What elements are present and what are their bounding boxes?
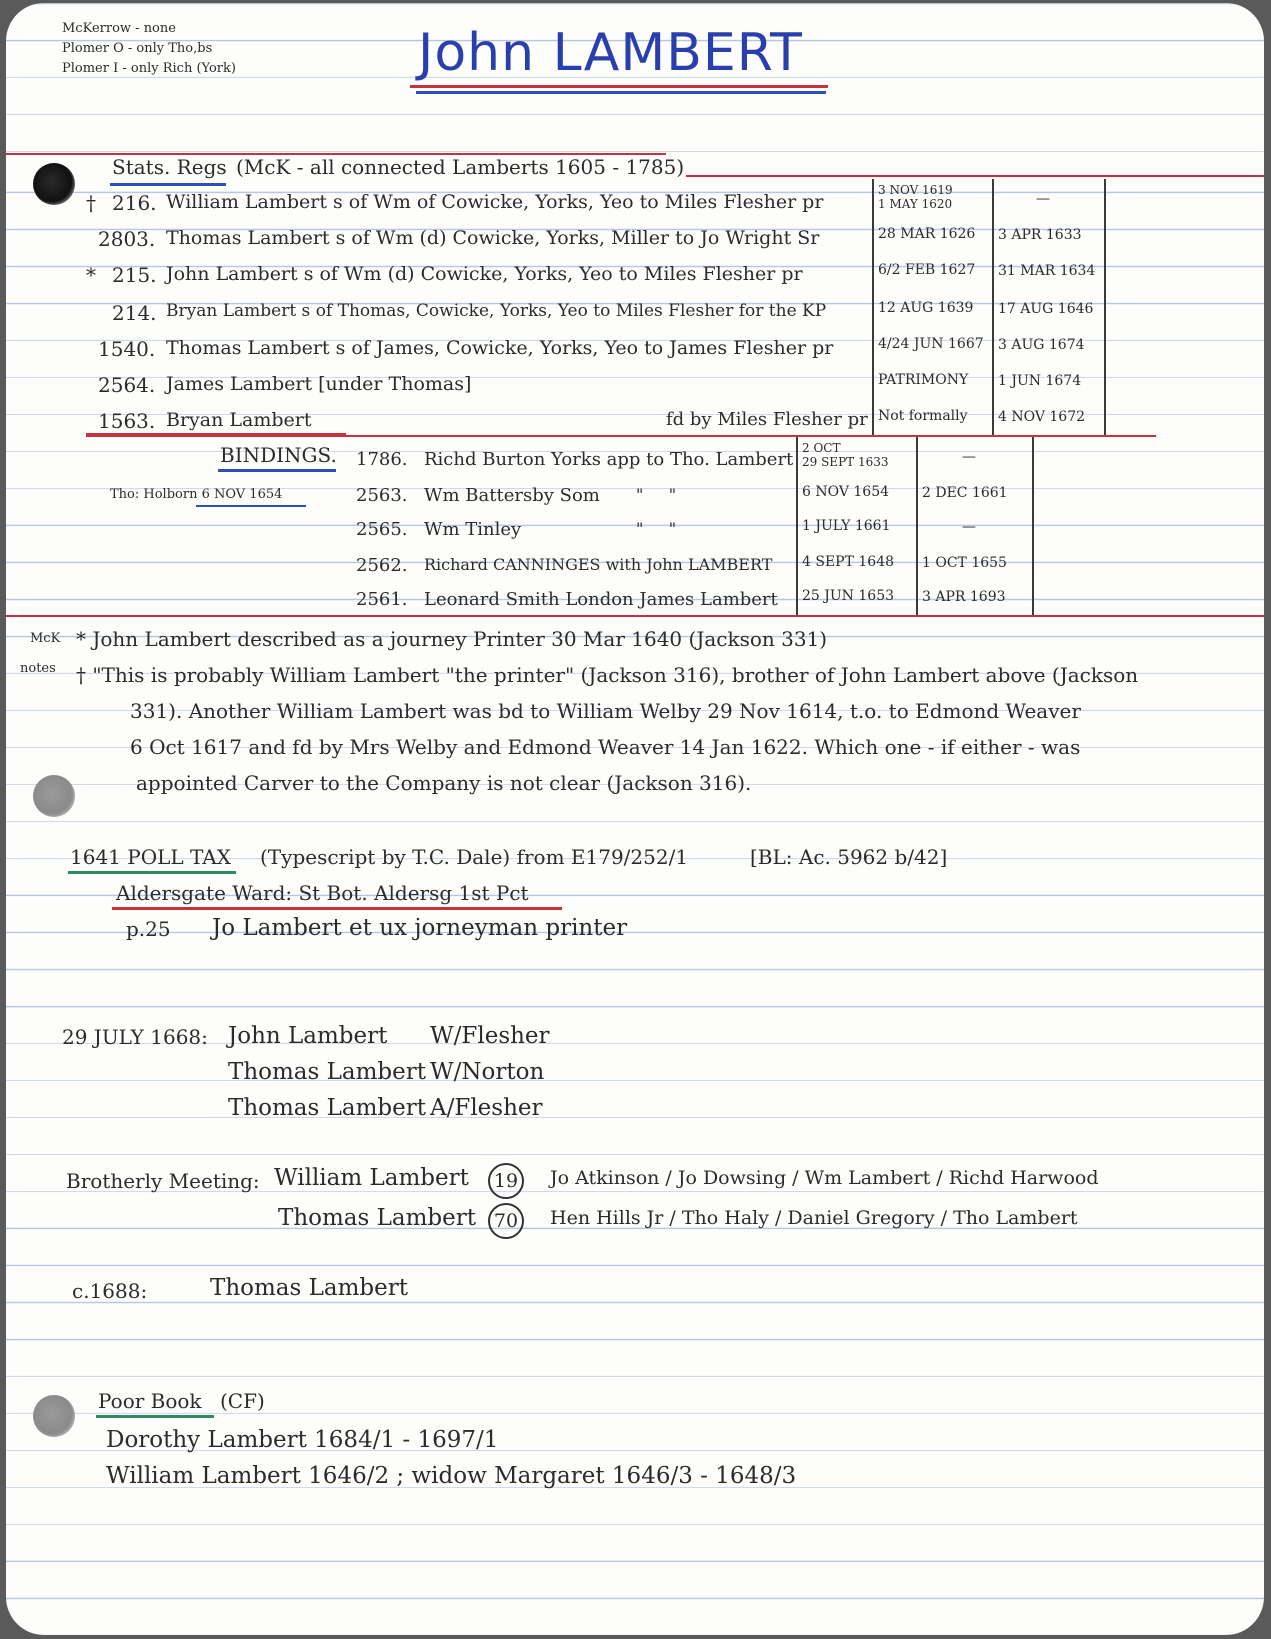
poor-book-underline bbox=[96, 1415, 214, 1418]
section-rule bbox=[686, 175, 1264, 177]
bindings-heading: BINDINGS. bbox=[220, 443, 337, 467]
binding-ditto: " " bbox=[636, 485, 677, 504]
binding-date-end: 1 OCT 1655 bbox=[922, 555, 1007, 571]
july-name: Thomas Lambert bbox=[228, 1095, 427, 1121]
notebook-page bbox=[6, 3, 1264, 1635]
poll-tax-heading: 1641 POLL TAX bbox=[70, 845, 231, 869]
binding-ditto: " " bbox=[636, 519, 677, 538]
notes-label: notes bbox=[20, 661, 56, 676]
binding-date-start: 25 JUN 1653 bbox=[802, 588, 895, 604]
section-rule bbox=[6, 615, 1264, 617]
reg-extra: fd by Miles Flesher pr bbox=[666, 409, 868, 430]
stats-regs-underline bbox=[110, 183, 226, 186]
note-line: 331). Another William Lambert was bd to William Welby 29 Nov 1614, t.o. to Edmond Weaver bbox=[130, 699, 1081, 723]
reg-date-end: 17 AUG 1646 bbox=[998, 301, 1094, 317]
poor-book-row: Dorothy Lambert 1684/1 - 1697/1 bbox=[106, 1427, 499, 1453]
corner-note: McKerrow - none bbox=[62, 21, 176, 36]
reg-text: William Lambert s of Wm of Cowicke, Yorks, Yeo to Miles Flesher pr bbox=[166, 191, 824, 213]
punch-hole-bottom bbox=[33, 1395, 75, 1437]
ward-underline bbox=[112, 907, 562, 910]
poor-book-row: William Lambert 1646/2 ; widow Margaret 1646/3 - 1648/3 bbox=[106, 1463, 797, 1489]
table-divider bbox=[1032, 437, 1034, 615]
binding-date-start: 4 SEPT 1648 bbox=[802, 554, 895, 570]
binding-text: Wm Tinley bbox=[424, 519, 522, 540]
reg-text: Thomas Lambert s of Wm (d) Cowicke, Yorks, Miller to Jo Wright Sr bbox=[166, 227, 820, 249]
reg-date-end: 1 JUN 1674 bbox=[998, 373, 1082, 389]
binding-date-end: — bbox=[962, 449, 976, 465]
binding-text: Leonard Smith London James Lambert bbox=[424, 589, 778, 610]
brotherly-names: Hen Hills Jr / Tho Haly / Daniel Gregory / Tho Lambert bbox=[550, 1207, 1078, 1229]
reg-date-start: PATRIMONY bbox=[878, 372, 969, 388]
reg-number: 214. bbox=[112, 301, 157, 325]
title-underline-red bbox=[410, 85, 828, 88]
july-role: W/Flesher bbox=[430, 1023, 550, 1049]
table-divider bbox=[992, 179, 994, 435]
binding-date-start: 2 OCT 29 SEPT 1633 bbox=[802, 441, 889, 469]
reg-number: 216. bbox=[112, 191, 157, 215]
reg-text: Bryan Lambert bbox=[166, 409, 312, 431]
bindings-side-note: Tho: Holborn 6 NOV 1654 bbox=[110, 487, 283, 502]
table-divider bbox=[1104, 179, 1106, 435]
brotherly-name: Thomas Lambert bbox=[278, 1205, 477, 1231]
title-underline-blue bbox=[416, 91, 826, 94]
table-divider bbox=[872, 179, 874, 435]
reg-date-end: — bbox=[1036, 191, 1050, 207]
reg-text: Bryan Lambert s of Thomas, Cowicke, Yorks, Yeo to Miles Flesher for the KP bbox=[166, 301, 827, 321]
corner-note: Plomer I - only Rich (York) bbox=[62, 61, 236, 76]
table-divider bbox=[796, 437, 798, 615]
july-role: W/Norton bbox=[430, 1059, 545, 1085]
poll-tax-page: p.25 bbox=[126, 917, 171, 941]
binding-number: 2561. bbox=[356, 589, 408, 610]
notes-label: McK bbox=[30, 631, 61, 646]
poor-book-heading: Poor Book bbox=[98, 1389, 202, 1413]
poll-tax-ward: Aldersgate Ward: St Bot. Aldersg 1st Pct bbox=[116, 881, 529, 905]
binding-number: 2565. bbox=[356, 519, 408, 540]
binding-number: 2562. bbox=[356, 555, 408, 576]
reg-date-end: 3 APR 1633 bbox=[998, 227, 1082, 243]
july-role: A/Flesher bbox=[430, 1095, 543, 1121]
brotherly-name: William Lambert bbox=[274, 1165, 469, 1191]
brotherly-label: Brotherly Meeting: bbox=[66, 1169, 260, 1193]
corner-note: Plomer O - only Tho,bs bbox=[62, 41, 213, 56]
table-divider bbox=[916, 437, 918, 615]
july-1668-date: 29 JULY 1668: bbox=[62, 1025, 208, 1049]
c1688-name: Thomas Lambert bbox=[210, 1275, 409, 1301]
reg-text: Thomas Lambert s of James, Cowicke, Yorks, Yeo to James Flesher pr bbox=[166, 337, 834, 359]
reg-number: 2564. bbox=[98, 373, 156, 397]
binding-date-end: 3 APR 1693 bbox=[922, 589, 1006, 605]
stats-regs-heading: Stats. Regs bbox=[112, 155, 227, 179]
stats-regs-note: (McK - all connected Lamberts 1605 - 1785) bbox=[236, 155, 685, 179]
poll-tax-source: (Typescript by T.C. Dale) from E179/252/1 bbox=[260, 845, 689, 869]
binding-text: Richd Burton Yorks app to Tho. Lambert bbox=[424, 449, 794, 470]
side-note-underline bbox=[196, 505, 306, 507]
reg-number: 1540. bbox=[98, 337, 156, 361]
reg-date-start: Not formally bbox=[878, 408, 968, 424]
punch-hole-top bbox=[33, 163, 75, 205]
binding-text: Wm Battersby Som bbox=[424, 485, 600, 506]
binding-date-start: 6 NOV 1654 bbox=[802, 484, 890, 500]
reg-date-start: 12 AUG 1639 bbox=[878, 300, 974, 316]
binding-number: 1786. bbox=[356, 449, 408, 470]
brotherly-number: 19 bbox=[488, 1163, 524, 1199]
poll-tax-ref: [BL: Ac. 5962 b/42] bbox=[750, 845, 948, 869]
note-line: † "This is probably William Lambert "the printer" (Jackson 316), brother of John Lambert above (Jackson bbox=[76, 663, 1139, 687]
punch-hole-middle bbox=[33, 775, 75, 817]
page-title: John LAMBERT bbox=[418, 23, 803, 83]
reg-mark: † bbox=[86, 191, 96, 215]
note-line: 6 Oct 1617 and fd by Mrs Welby and Edmond Weaver 14 Jan 1622. Which one - if either - was bbox=[130, 735, 1081, 759]
reg-date-start: 4/24 JUN 1667 bbox=[878, 336, 984, 352]
bindings-underline bbox=[218, 469, 336, 472]
reg-date-end: 4 NOV 1672 bbox=[998, 409, 1086, 425]
reg-date-end: 31 MAR 1634 bbox=[998, 263, 1096, 279]
reg-number: 2803. bbox=[98, 227, 156, 251]
july-name: Thomas Lambert bbox=[228, 1059, 427, 1085]
reg-date-end: 3 AUG 1674 bbox=[998, 337, 1085, 353]
reg-mark: * bbox=[86, 263, 96, 287]
reg-text: John Lambert s of Wm (d) Cowicke, Yorks, Yeo to Miles Flesher pr bbox=[166, 263, 803, 285]
poll-tax-underline bbox=[68, 871, 236, 874]
brotherly-number: 70 bbox=[488, 1203, 524, 1239]
reg-text: James Lambert [under Thomas] bbox=[166, 373, 472, 395]
reg-number: 1563. bbox=[98, 409, 156, 433]
reg-date-start: 3 NOV 1619 1 MAY 1620 bbox=[878, 183, 953, 211]
c1688-label: c.1688: bbox=[72, 1279, 148, 1303]
july-name: John Lambert bbox=[228, 1023, 388, 1049]
binding-date-start: 1 JULY 1661 bbox=[802, 518, 891, 534]
note-line: appointed Carver to the Company is not clear (Jackson 316). bbox=[136, 771, 752, 795]
poor-book-note: (CF) bbox=[220, 1389, 265, 1413]
binding-number: 2563. bbox=[356, 485, 408, 506]
note-line: * John Lambert described as a journey Printer 30 Mar 1640 (Jackson 331) bbox=[76, 627, 828, 651]
reg-date-start: 6/2 FEB 1627 bbox=[878, 262, 976, 278]
reg-date-start: 28 MAR 1626 bbox=[878, 226, 976, 242]
poll-tax-entry: Jo Lambert et ux jorneyman printer bbox=[212, 915, 628, 941]
binding-date-end: — bbox=[962, 519, 976, 535]
binding-text: Richard CANNINGES with John LAMBERT bbox=[424, 555, 773, 574]
binding-date-end: 2 DEC 1661 bbox=[922, 485, 1008, 501]
reg-number: 215. bbox=[112, 263, 157, 287]
section-rule bbox=[86, 435, 1156, 437]
brotherly-names: Jo Atkinson / Jo Dowsing / Wm Lambert / Richd Harwood bbox=[550, 1167, 1099, 1189]
